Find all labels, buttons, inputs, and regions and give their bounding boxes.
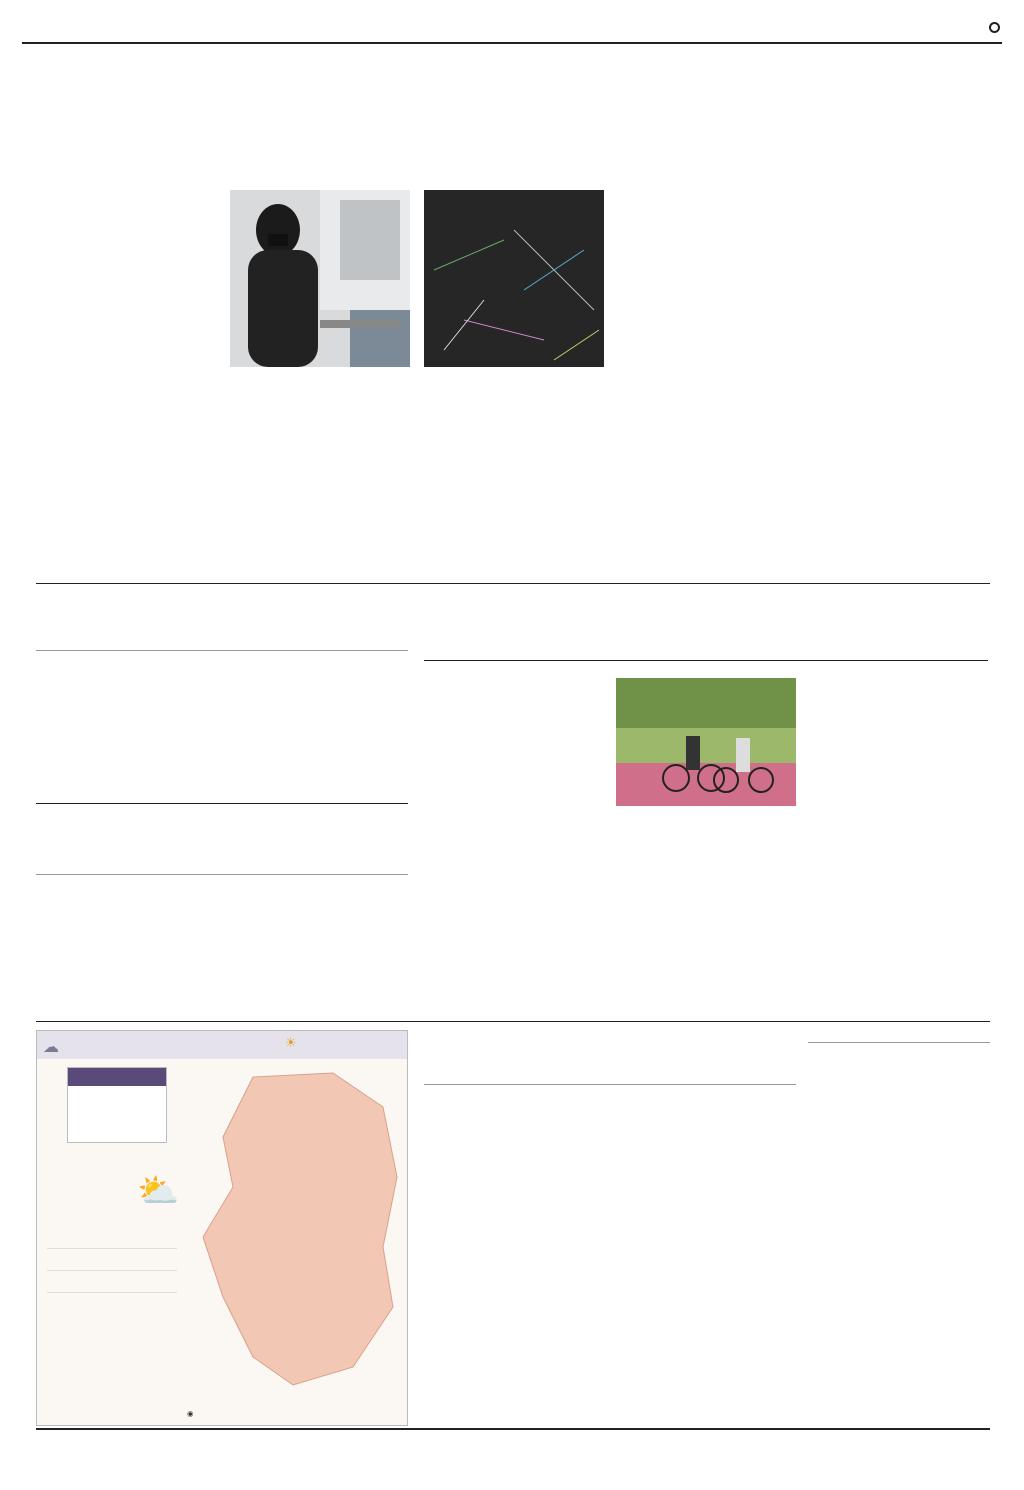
- rule: [424, 1084, 796, 1085]
- masthead: [22, 18, 1002, 44]
- sun-icon: ☀: [285, 1036, 297, 1051]
- bike-col3: [808, 678, 988, 682]
- weather-box: [36, 1030, 408, 1426]
- rule: [36, 803, 408, 804]
- weather-source: [187, 1409, 194, 1418]
- rule: [808, 1042, 990, 1043]
- photo-landmark-film: [424, 190, 604, 367]
- civil-col2: [616, 1094, 796, 1098]
- news-bar-header: [36, 1436, 990, 1462]
- weather-index-row: [47, 1227, 177, 1249]
- rule: [424, 660, 988, 661]
- weather-header: [37, 1031, 407, 1059]
- film-still-image: [424, 190, 604, 367]
- section-rule: [36, 1428, 990, 1430]
- section-rule: [36, 1021, 990, 1022]
- photo-office-worker: [230, 190, 410, 367]
- weather-city-labels: [183, 1067, 405, 1397]
- weather-indices: [47, 1227, 177, 1315]
- weather-date-block: [67, 1067, 167, 1143]
- bike-riders-image: [616, 678, 796, 806]
- metro-logo-mark: [989, 22, 1000, 33]
- weather-index-row: [47, 1271, 177, 1293]
- rule: [36, 874, 408, 875]
- incheon-col2: [230, 882, 408, 886]
- rule: [36, 650, 408, 651]
- seoul-birth-col2: [230, 658, 408, 662]
- photo-bike-riders: [616, 678, 796, 806]
- globe-icon: ◉: [187, 1409, 194, 1418]
- section-rule: [36, 583, 990, 584]
- office-worker-image: [230, 190, 410, 367]
- partly-cloudy-icon: ⛅: [137, 1171, 180, 1211]
- weather-index-row: [47, 1249, 177, 1271]
- weather-month: [68, 1068, 166, 1086]
- weather-index-row: [47, 1293, 177, 1315]
- masthead-rule: [22, 42, 1002, 44]
- main-col5: [808, 190, 988, 194]
- sahmyook-box: [808, 1030, 990, 1049]
- cloud-icon: ☁: [43, 1037, 59, 1056]
